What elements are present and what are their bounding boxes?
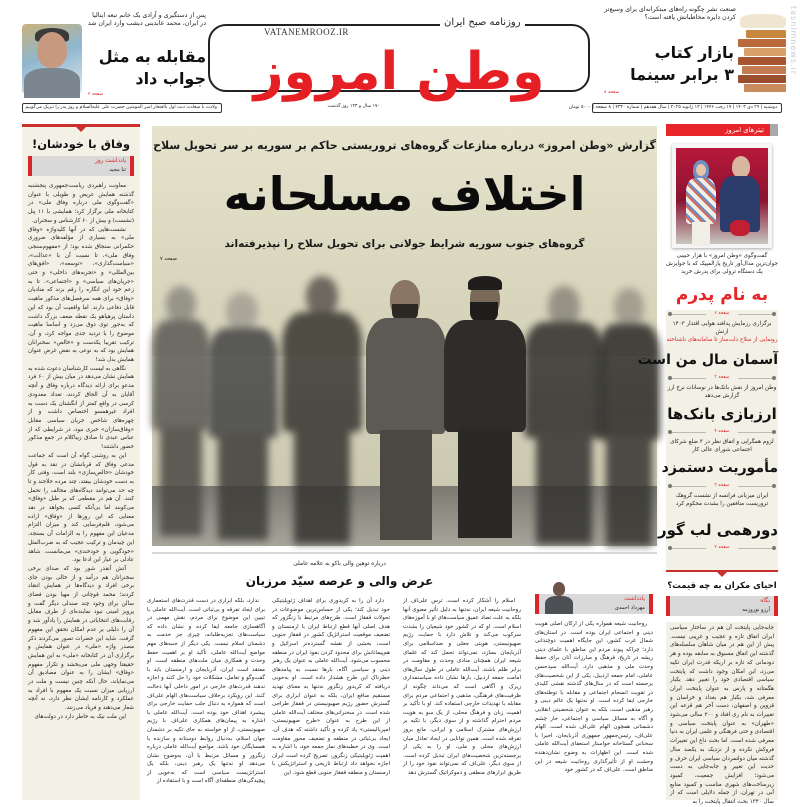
page-ref: صفحه ۳ bbox=[706, 375, 738, 381]
teaser-right-page-ref: صفحه ۸ bbox=[604, 90, 620, 95]
teaser-left-title bbox=[86, 46, 206, 90]
paragraph: نشست‌هایی که در آنها کلیدواژه «وفاق ملی» به بسیاری از مؤلفه‌های ضروری حکمرانی سنجاق شده بود؛ از «مفهوم‌سنجی وفاق ملی»، تا نسبت آن با «عدالت»، «سیاست‌گذاری»، «توسعه»، «افق‌های بین‌المللی» و «تجربه‌های داخلی» و حتی «جریان‌های سیاسی» و «اجتماعی». تا به زعم خود این انگاره را رقم بزند که منادیان «وفاق» برای همه سرفصل‌های مذکور ماهیت قابل دفاعی دارند. اما واقعیت آن بود که این داستان پرهیاهو یک نقطه ضعف بزرگ داشت که به‌جور توی ذوق می‌زد و اساسا ماهیت موضوع را با تردید جدی مواجه کرد، و آن، ترکیب تقریبا یکدست و «خالص» سخنرانان همایش بود که به نوعی به نقض غرض عنوان همایش بدل شد! bbox=[28, 226, 134, 364]
paragraph: این ملت نیک به خاطر دارد در دولت‌های bbox=[34, 713, 126, 720]
kicker-red-text: رونمایی از سلاح ذلت‌ساز تا سامانه‌های ناشناخته bbox=[666, 337, 778, 343]
person-photo bbox=[524, 286, 604, 546]
person-photo bbox=[208, 292, 278, 546]
paragraph: آتش آنقدر شور بود که صدای برخی سخنرانان هم درآمد و از خالی بودن جای برخی افراد و دیدگاه‌ها در همایش انتقاد کردند؛ محمد قوچانی از مهیا بودن فضای سالن برای وجود چند صندلی دیگر گفت و پرویز امینی نبود نماینده‌ای از طرف مقابل رقابت‌های انتخاباتی در همایش را یادآور شد و آن را دلیلی بر عدم امکان تحقق این مفهوم گرفت. شاید این حضرات تصور می‌کردند ذکر مصدر واژه «ملی» در عنوان همایش و برگزاری آن در کتابخانه «ملی» به این همایش حقیقتا وجهی ملی می‌بخشد و تکرار مفهوم «وفاق» ایشان را به عنوان مصادیق آن می‌نمایاند، حال آنکه چنین نیست و ملت در ارزیابی میزان نسبت یک مفهوم با افراد به عملکرد و کارنامه ایشان نظر دارد، نه آنچه شعار می‌دهند و فریاد می‌زنند. bbox=[28, 565, 134, 712]
opinion-tag: یادداشت bbox=[624, 596, 645, 602]
teaser-left-kicker: پس از دستگیری و آزادی یک خانم تبعه ایتالیا در ایران، محمد عابدینی دیشب وارد ایران شد bbox=[87, 12, 206, 27]
paragraph: اسلام را آشکار کرده است. ترس علی‌اف از روحانیت شیعه ایران، نه‌تنها به دلیل تأثیر معنوی آنها بلکه به علت تضاد عمیق سیاست‌های او با آموزه‌های اسلام است. او که در کشور خود شیعیان را بشدت سرکوب می‌کند و تلاش دارد با حمایت رژیم صهیونیستی، هویتی جعلی و ضداسلامی برای آذربایجان بسازد، نمی‌تواند تحمل کند که علمای شیعه ایران همچنان منادی وحدت و مقاومت در برابر ظلم باشند. آیت‌الله عاملی در طول سال‌های امامت جمعه اردبیل، بارها نشان داده سیاستمداری زیرک و آگاهی است که می‌داند چگونه از ظرفیت‌های فرهنگی، مذهبی و اجتماعی مردم برای مقابله با تهدیدات خارجی استفاده کند. او با تأکید بر اهمیت زبان و فرهنگ محلی، از یک سو به هویت مردم احترام گذاشته و از سوی دیگر، با تکیه بر ارزش‌های مشترک اسلامی و ایرانی، مانع بروز تفرقه شده است. همین توانایی در ایجاد تعادل میان ارزش‌های محلی و ملی، او را به یکی از برجسته‌ترین شخصیت‌های ایران تبدیل کرده است. از سوی دیگر، علی‌اف که نمی‌تواند نفوذ خود را از طریق ابزارهای منطقی و دموکراتیک گسترش دهد bbox=[403, 598, 521, 776]
person-photo bbox=[366, 278, 446, 540]
watermark: tasnimnews.ir bbox=[789, 6, 798, 76]
main-subheadline: گروه‌های جنوب سوریه شرایط جولانی برای تحویل سلاح را نپذیرفته‌اند bbox=[224, 238, 585, 250]
opinion-header bbox=[535, 594, 653, 614]
person-photo bbox=[444, 276, 526, 540]
teaser-left-page-ref: صفحه ۲ bbox=[88, 92, 104, 97]
page-marker bbox=[666, 374, 778, 382]
right-story-author: آرزو نوروزمه bbox=[742, 607, 770, 613]
left-column-body bbox=[28, 182, 134, 796]
page-marker bbox=[666, 482, 778, 490]
paragraph: معاونت راهبردی ریاست‌جمهوری پنجشنبه گذشته همایش عریض و طویلی با عنوان «گفت‌وگوی ملی درباره وفاق ملی» در کتابخانه ملی برگزار کرد؛ همایشی با ۱۱ پنل (نشست) و بیش از ۶۰ کارشناس و سخنران. bbox=[28, 183, 134, 224]
paragraph: روحانیت شیعه همواره یکی از ارکان اصلی هویت دینی و اجتماعی ایران بوده است. در استان‌های شمال غرب کشور، این جایگاه اهمیت دوچندانی دارد؛ چراکه پیوند مردم این مناطق با علمای دینی ریشه در تاریخ، فرهنگ و مبارزات آنان برای حفظ وحدت ملی و مذهبی دارد. آیت‌الله سیدحسن عاملی، امام جمعه اردبیل، یکی از این شخصیت‌های برجسته است که در سال‌های گذشته نقشی کلیدی در تقویت انسجام اجتماعی و مقابله با توطئه‌های خارجی ایفا کرده است. او نه‌تنها یک عالم دینی و رهبر مذهبی است، بلکه به عنوان شخصیتی انقلابی و آگاه به مسائل سیاسی و اجتماعی، خار چشم دشمنانی همچون الهام علی‌اف شده است. الهام علی‌اف، رئیس‌جمهور جمهوری آذربایجان، اخیرا با سخنانی گستاخانه خواستار استعفای آیت‌الله عاملی شده است. این اظهارات به وضوح نشان‌دهنده وحشت او از تأثیرگذاری روحانیت شیعه در این مناطق است. علی‌اف که در کشور خود bbox=[535, 621, 653, 774]
teaser-right-title bbox=[604, 42, 734, 86]
headline-item-kicker bbox=[666, 320, 778, 344]
person-photo bbox=[152, 286, 212, 546]
left-column-tagbox bbox=[28, 156, 134, 176]
right-story-title[interactable]: احیای مکران به چه قیمت؟ bbox=[667, 581, 777, 591]
days-counter: ۱۷۰ سال و ۱۲۳ روز گذشت bbox=[327, 104, 380, 109]
headline-item-title[interactable]: آسمان مال من است bbox=[637, 352, 778, 368]
headline-item-kicker: ایران میزبانی فرانسه از نشست گروهک تروریست منافقین را بشدت محکوم کرد bbox=[675, 493, 769, 507]
paragraph: دارد آن را به کریدوری برای اهداف ژئوپلیتیکی خود تبدیل کند؛ یکی از حساس‌ترین موضوعات در تحولات قفقاز است. طرح‌های مرتبط با زنگزور که هدف اصلی آنها قطع ارتباط ایران با ارمنستان و تضعیف موقعیت استراتژیک کشور در قفقاز جنوبی است، بخشی از نقشه گسترده‌تر اسرائیل و هم‌پیمانانش برای محدود کردن نفوذ ایران در منطقه محسوب می‌شود. آیت‌الله عاملی به عنوان یک رهبر دینی و سیاسی آگاه، بارها نسبت به پیامدهای خطرناک این طرح هشدار داده است. او به‌خوبی دریافته که کریدور زنگزور نه‌تنها به معنای تهدید مستقیم منافع ایران، بلکه به عنوان ابزاری برای گسترش حضور رژیم صهیونیستی در قفقاز طراحی شده است. در سخنرانی‌های مختلف آیت‌الله عاملی از این طرح به عنوان «طرح صهیونیستی- امپریالیستی» یاد کرده و تأکید داشته که هدف آن، ایجاد بی‌ثباتی در منطقه و تضعیف محور مقاومت است. وی در خطبه‌های نماز جمعه خود، با اشاره به اهمیت ژئوپلیتیکی زنگزور، تصریح کرده است ایران اجازه نخواهد داد ارتباط تاریخی و استراتژیکش با ارمنستان و منطقه قفقاز جنوبی قطع شود. این bbox=[272, 598, 390, 776]
opinion-body bbox=[535, 620, 653, 798]
main-story-page-ref: صفحه ۷ bbox=[160, 256, 177, 262]
triangle-down-icon bbox=[76, 127, 86, 132]
right-story-tag: نگاه bbox=[760, 598, 770, 604]
left-column bbox=[22, 124, 140, 800]
divider bbox=[666, 570, 778, 572]
bottom-story-column bbox=[147, 597, 265, 797]
left-column-tag: یادداشت روز bbox=[95, 158, 126, 164]
author-avatar bbox=[545, 580, 573, 614]
page-ref: صفحه ۳ bbox=[706, 483, 738, 489]
logo-tagline: روزنامه صبح ایران bbox=[440, 17, 525, 29]
triangle-down-icon bbox=[717, 572, 727, 577]
page-ref: صفحه ۶ bbox=[706, 311, 738, 317]
headlines-header bbox=[666, 124, 778, 136]
right-story-body: جابه‌جایی پایتخت آن هم در ساختار سیاسی ایران اتفاق تازه و عجیب و غریبی نیست. پیش از این هم در میان شاهان سلسله‌های گذشته این اتفاق مسبوق به سابقه بوده و هر دودمانی که تازه بر اریکه قدرت ایران تکیه می‌زد، این امکان وجود داشت که پایتخت سیاسی اقتصادی خود را تغییر دهد. یکبار هگمتانه و پارس به عنوان پایتخت ایران معرفی شد، یکبار هم بغداد و خراسان و قزوین و اصفهان، دست آخر هم قرعه این تغییرات به نام ری افتاد و ۲۰۰ سالی می‌شود «طهران» به عنوان پایتخت سیاسی و اقتصادی و حتی فرهنگی و علمی ایران به دنیا معرفی شده است. اما بحث داغ این تغییرات فروکش نکرده و از نزدیک به یکصد سال گذشته میان دولتمردان سیاسی ایران حرف و حدیث این تغییر و جابه‌جایی به دست می‌شود؛ افزایش جمعیت، کمبود زیرساخت‌های شهری مناسب و کمبود منابع آبی در تهران، از جمله دلایلی است که از سال ۱۳۴۰ بحث انتقال پایتخت را به bbox=[666, 622, 778, 800]
featured-title[interactable]: به نام پدرم bbox=[675, 285, 769, 305]
headline-item-title[interactable]: مأموریت دستمزد bbox=[661, 460, 778, 476]
left-column-title[interactable]: وفاق با خودشان! bbox=[31, 137, 130, 151]
teaser-left-photo bbox=[22, 24, 82, 94]
right-column bbox=[637, 124, 778, 806]
right-story-tagbox bbox=[666, 596, 778, 616]
quote-strip: ولادت با سعادت دبت اول باافتخار امیر المومنین حضرت علی علیه‌السلام و روز پدر را تبریک می‌گوییم bbox=[22, 103, 222, 113]
masthead bbox=[0, 0, 800, 118]
main-story-kicker: گزارش «وطن امروز» درباره منازعات گروه‌های تروریستی حاکم بر سوریه بر سر تحویل سلاح bbox=[153, 139, 656, 152]
teaser-right-kicker: صنعت نشر چگونه راه‌های مبتکرانه‌ای برای وسیع‌تر کردن دایره مخاطبانش یافته است؟ bbox=[604, 6, 736, 21]
teaser-right[interactable] bbox=[600, 4, 800, 98]
kicker-text: برگزاری رزمایش پدافند هوایی اقتدار ۱۴۰۳ ارتش bbox=[672, 321, 772, 335]
left-column-author: ثنا مجید bbox=[109, 167, 126, 173]
page-marker bbox=[666, 544, 778, 552]
bottom-story-kicker: درباره توهین والی باکو به علامه عاملی bbox=[293, 561, 386, 567]
page-marker bbox=[666, 428, 778, 436]
paragraph: ندارد، بلکه ابزاری در دست قدرت‌های استعماری برای ایجاد تفرقه و بی‌ثباتی است. آیت‌الله عاملی با تبیین این موضوع برای مردم، نقش مهمی در آگاهسازی جامعه ایفا کرده و نشان داده که سیاست‌های تجزیه‌طلبانه، چیزی جز خدمت به دشمنان اسلام نیست. یکی دیگر از جنبه‌های مهم مواضع آیت‌الله عاملی، تأکید او بر اهمیت حفظ وحدت و همکاری میان ملت‌های منطقه است. او معتقد است ایران، آذربایجان و ارمنستان باید با گفت‌وگو و تعامل، مشکلات خود را حل کنند و اجازه ندهند قدرت‌های خارجی در امور داخلی آنها دخالت کنند. این رویکرد برخلاف سیاست‌های الهام علی‌اف است که همواره به دنبال جلب حمایت خارجی برای پیشبرد اهداف خود بوده است. آیت‌الله عاملی با اشاره به پیمان‌های همکاری علی‌اف با رژیم صهیونیستی، از او خواسته به جای تکیه بر دشمنان جهان اسلام، به‌دنبال روابط دوستانه و سازنده با همسایگان خود باشد. مواضع آیت‌الله عاملی درباره زنگزور و مسائل مرتبط با آن، به‌وضوح نشان می‌دهد او نه‌تنها یک رهبر دینی، بلکه یک استراتژیست سیاسی است که به‌خوبی از پیچیدگی‌های منطقه‌ای آگاه است و با استفاده از bbox=[147, 598, 265, 785]
headline-item-title[interactable]: دورهمی لب گور bbox=[657, 521, 778, 539]
featured-caption: گفت‌وگوی «وطن امروز» با هزار حبیبی جوان‌ترین مدال‌آور تاریخ پارالمپیک که با جوایزش یک دستگاه ترولی برای پدرش خرید bbox=[666, 253, 778, 275]
main-story[interactable] bbox=[152, 126, 657, 546]
logo-website: VATANEMROOZ.IR bbox=[264, 27, 349, 37]
page-ref: صفحه ۴ bbox=[706, 429, 738, 435]
paragraph: این به روشنی گواه آن است که جماعت مدعی وفاق که قربانشان در نقد به قول خودشان «خالص‌سازی» بلند است، وقتی کار به دست خودشان بیفتد، چند مرده حلاجند و تا چه حد می‌توانند دیدگاه‌های مخالف را تحمل کنند. آن هم در مقطعی که بر طبل «وفاق» می‌کوبند اما بی‌آنکه کسی بخواهد در نقد معنایی که این روزها از «وفاق» اراده می‌شود، قلم‌فرسایی کند و میزان التزام مدعیان این مفهوم را به الزامات آن بسنجد، این چیدمان و ترکیب عجیب که به ضرب‌المثل «خودگویی و خودخندی» می‌مانست، شاهد عادلی بر عیار این ادعا بود. bbox=[28, 452, 134, 564]
teaser-left[interactable] bbox=[20, 12, 206, 100]
person-photo bbox=[598, 288, 660, 546]
bottom-story-title[interactable]: عرض والی و عرصه سیّد مرزبان bbox=[245, 574, 434, 588]
teaser-right-title-line2: ۳ برابر سینما bbox=[630, 65, 734, 84]
headline-item-kicker: وطن امروز از نقش بانک‌ها در نوسانات نرخ ارز گزارش می‌دهد bbox=[667, 385, 777, 399]
main-headline[interactable]: اختلاف مسلحانه bbox=[223, 167, 586, 221]
teaser-left-title-line1: مقابله به مثل bbox=[98, 47, 206, 66]
bottom-story-column bbox=[272, 597, 390, 797]
bottom-story-column bbox=[403, 597, 521, 797]
page-marker bbox=[666, 310, 778, 318]
logo-text: وطن امروز bbox=[253, 42, 545, 102]
headline-item-kicker: لزوم همگرایی و اتفاق نظر در ۳ ضلع شرکای اجتماعی شورای عالی کار bbox=[670, 439, 774, 453]
newspaper-logo[interactable] bbox=[214, 40, 584, 104]
headlines-header-label: تیترهای امروز bbox=[725, 126, 764, 134]
teaser-right-title-line1: بازار کتاب bbox=[654, 43, 734, 62]
divider bbox=[152, 552, 657, 554]
featured-photo[interactable] bbox=[672, 144, 772, 248]
opinion-author: مهرداد احمدی bbox=[614, 605, 645, 611]
dateline: دوشنبه | ۲۹ دی ۱۴۰۳ | ۱۷ رجب ۱۴۴۶ | ۱۳ ژانویه ۲۰۲۵ | سال هفدهم | شماره ۴۳۳۰ | ۸ صفحه | ۵۰۰۰ تومان bbox=[592, 103, 782, 113]
teaser-left-title-line2: جواب داد bbox=[135, 69, 206, 88]
person-photo bbox=[282, 276, 362, 546]
stack-of-books-icon bbox=[738, 14, 786, 96]
page-ref: صفحه ۲ bbox=[706, 545, 738, 551]
headline-item-title[interactable]: ارزبازی بانک‌ها bbox=[667, 405, 777, 423]
paragraph: نگاهی به لیست کارشناسان دعوت شده به همایش نشان می‌دهد در میان بیش از ۶۰ فرد مدعو برای ارائه دیدگاه درباره وفاق و آنچه آقایان به آن الحاق کردند، تعداد معدودی کرسی در واقع کمتر از انگشتان یک دست به افراد غیرهمسو اختصاص داشت و از چهره‌های شاخص جریان سیاسی مقابل «وفاق‌سازان» خبری نبود، در شرایطی که از عباس عبدی تا صادق زیباکلام در جمع مذکور حضور داشتند! bbox=[28, 365, 134, 451]
